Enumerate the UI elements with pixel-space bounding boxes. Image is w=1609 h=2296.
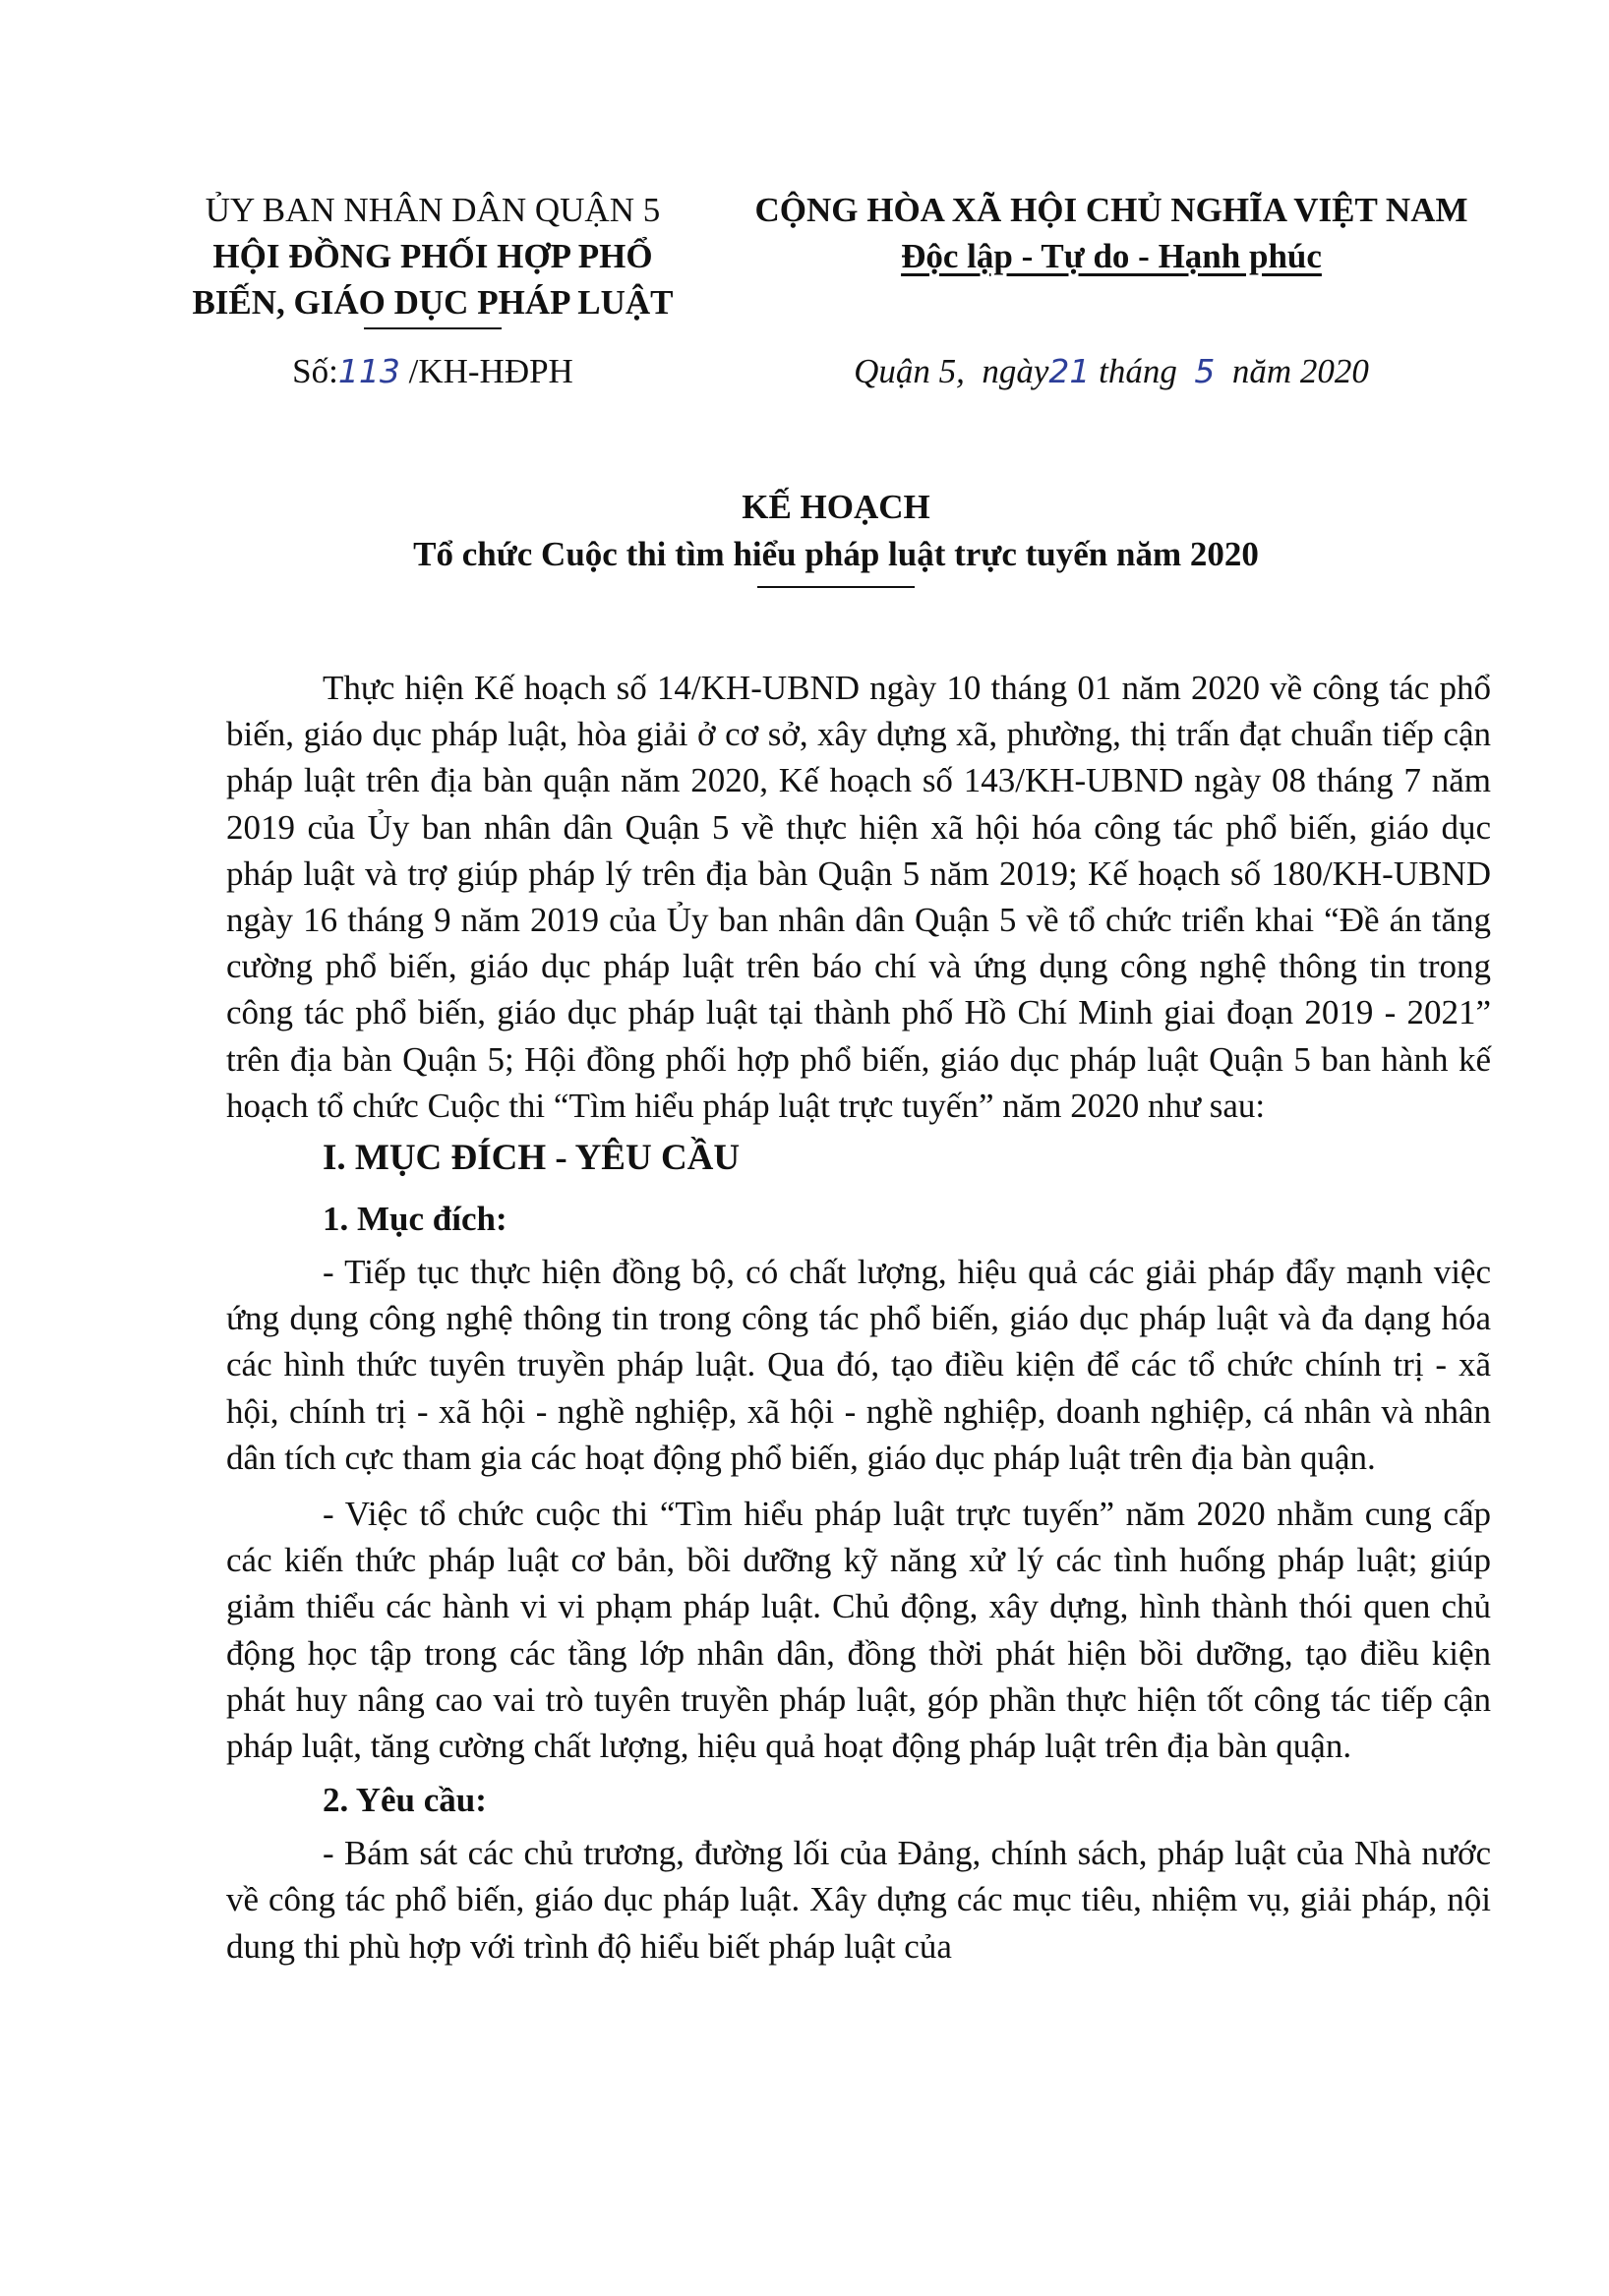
section-heading-purpose-requirements: I. MỤC ĐÍCH - YÊU CẦU bbox=[323, 1138, 741, 1179]
requirements-paragraph-1: - Bám sát các chủ trương, đường lối của Đảng, chính sách, pháp luật của Nhà nước về công tác phổ biến, giáo dục pháp luật. Xây dựng các mục tiêu, nhiệm vụ, giải pháp, nội dung thi phù hợp với trình độ hiểu biết pháp luật của bbox=[226, 1834, 1491, 1966]
subsection-heading-requirements: 2. Yêu cầu: bbox=[323, 1781, 487, 1820]
document-body bbox=[226, 665, 1491, 1970]
place: Quận 5, bbox=[854, 352, 965, 390]
country-name: CỘNG HÒA XÃ HỘI CHỦ NGHĨA VIỆT NAM bbox=[754, 191, 1468, 229]
national-header bbox=[728, 187, 1495, 279]
header-left-underline bbox=[364, 327, 502, 329]
intro-paragraph: Thực hiện Kế hoạch số 14/KH-UBND ngày 10 tháng 01 năm 2020 về công tác phổ biến, giáo dục pháp luật, hòa giải ở cơ sở, xây dựng xã, phường, thị trấn đạt chuẩn tiếp cận pháp luật trên địa bàn quận năm 2020, Kế hoạch số 143/KH-UBND ngày 08 tháng 7 năm 2019 của Ủy ban nhân dân Quận 5 về thực hiện xã hội hóa công tác phổ biến, giáo dục pháp luật và trợ giúp pháp lý trên địa bàn Quận 5 năm 2019; Kế hoạch số 180/KH-UBND ngày 16 tháng 9 năm 2019 của Ủy ban nhân dân Quận 5 về tổ chức triển khai “Đề án tăng cường phổ biến, giáo dục pháp luật trên báo chí và ứng dụng công nghệ thông tin trong công tác phổ biến, giáo dục pháp luật tại thành phố Hồ Chí Minh giai đoạn 2019 - 2021” trên địa bàn Quận 5; Hội đồng phối hợp phổ biến, giáo dục pháp luật Quận 5 ban hành kế hoạch tổ chức Cuộc thi “Tìm hiểu pháp luật trực tuyến” năm 2020 như sau: bbox=[226, 669, 1491, 1125]
title-main: KẾ HOẠCH bbox=[742, 488, 930, 526]
day-handwritten: 21 bbox=[1048, 352, 1091, 390]
district-committee-name: ỦY BAN NHÂN DÂN QUẬN 5 bbox=[205, 191, 661, 229]
year-label: năm 2020 bbox=[1231, 352, 1369, 390]
doc-number-handwritten: 113 bbox=[337, 352, 400, 390]
month-label: tháng bbox=[1099, 352, 1177, 390]
council-name-line2: BIẾN, GIÁO DỤC PHÁP LUẬT bbox=[192, 283, 674, 322]
title-underline bbox=[757, 586, 915, 588]
doc-number-prefix: Số: bbox=[292, 352, 338, 390]
document-number bbox=[177, 352, 688, 391]
day-label: ngày bbox=[982, 352, 1049, 390]
title-subtitle: Tổ chức Cuộc thi tìm hiểu pháp luật trực tuyến năm 2020 bbox=[413, 535, 1259, 573]
place-and-date bbox=[728, 352, 1495, 391]
document-title bbox=[177, 484, 1495, 588]
doc-number-suffix: /KH-HĐPH bbox=[408, 352, 573, 390]
national-motto: Độc lập - Tự do - Hạnh phúc bbox=[901, 237, 1322, 275]
purpose-paragraph-1: - Tiếp tục thực hiện đồng bộ, có chất lượng, hiệu quả các giải pháp đẩy mạnh việc ứng dụng công nghệ thông tin trong công tác phổ biến, giáo dục pháp luật và đa dạng hóa các hình thức tuyên truyền pháp luật. Qua đó, tạo điều kiện để các tổ chức chính trị - xã hội, chính trị - xã hội - nghề nghiệp, xã hội - nghề nghiệp, doanh nghiệp, cá nhân và nhân dân tích cực tham gia các hoạt động phổ biến, giáo dục pháp luật trên địa bàn quận. bbox=[226, 1253, 1491, 1477]
issuing-authority-header bbox=[177, 187, 688, 329]
month-handwritten: 5 bbox=[1194, 352, 1216, 390]
purpose-paragraph-2: - Việc tổ chức cuộc thi “Tìm hiểu pháp luật trực tuyến” năm 2020 nhằm cung cấp các kiến thức pháp luật cơ bản, bồi dưỡng kỹ năng xử lý các tình huống pháp luật; giúp giảm thiểu các hành vi vi phạm pháp luật. Chủ động, xây dựng, hình thành thói quen chủ động học tập trong các tầng lớp nhân dân, đồng thời phát hiện bồi dưỡng, tạo điều kiện phát huy nâng cao vai trò tuyên truyền pháp luật, góp phần thực hiện tốt công tác tiếp cận pháp luật, tăng cường chất lượng, hiệu quả hoạt động pháp luật trên địa bàn quận. bbox=[226, 1495, 1491, 1766]
subsection-heading-purpose: 1. Mục đích: bbox=[323, 1200, 507, 1239]
council-name-line1: HỘI ĐỒNG PHỐI HỢP PHỔ bbox=[212, 237, 653, 275]
